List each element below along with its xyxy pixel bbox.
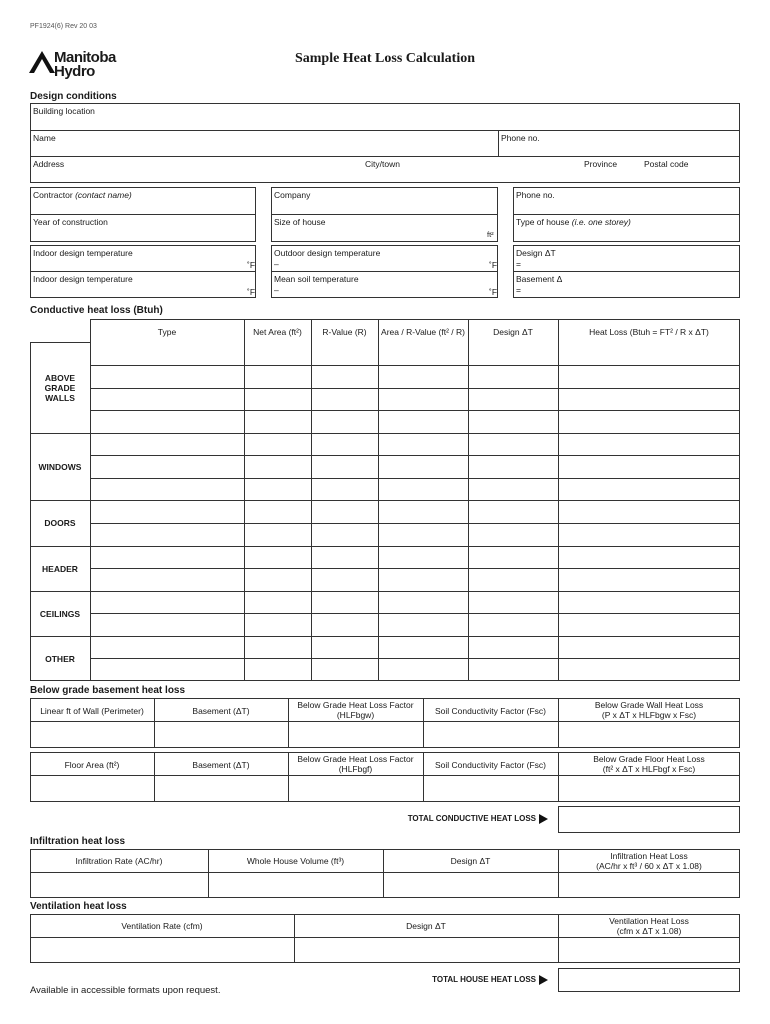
type-house-label: Type of house (i.e. one storey): [516, 217, 631, 227]
total-conductive-label: TOTAL CONDUCTIVE HEAT LOSS: [380, 814, 548, 824]
ventilation-col-heat-loss: Ventilation Heat Loss (cfm x ΔT x 1.08): [609, 916, 689, 936]
indoor2-label: Indoor design temperature: [33, 274, 133, 284]
bg-wall-col-perimeter: Linear ft of Wall (Perimeter): [40, 706, 144, 716]
below-grade-heading: Below grade basement heat loss: [30, 685, 186, 696]
name-input[interactable]: [32, 143, 492, 155]
total-house-input[interactable]: [560, 970, 738, 990]
deg-f-3: ˚F: [247, 287, 256, 297]
manitoba-hydro-logo: [29, 49, 129, 83]
col-design-dt: Design ΔT: [493, 327, 533, 337]
lightning-bolt-logo-icon: [29, 51, 55, 73]
equals-2: =: [516, 285, 521, 295]
col-net-area: Net Area (ft²): [253, 327, 302, 337]
group-windows: WINDOWS: [38, 462, 82, 472]
design-dt-label: Design ΔT: [516, 248, 556, 258]
bg-floor-col-soil: Soil Conductivity Factor (Fsc): [435, 760, 546, 770]
province-label: Province: [584, 159, 618, 169]
company-label: Company: [274, 190, 311, 200]
arrow-right-icon: [539, 975, 548, 985]
ventilation-heading: Ventilation heat loss: [30, 901, 127, 912]
infiltration-col-rate: Infiltration Rate (AC/hr): [75, 856, 163, 866]
building-location-input[interactable]: [32, 116, 732, 129]
infiltration-col-volume: Whole House Volume (ft³): [246, 856, 345, 866]
col-type: Type: [157, 327, 177, 337]
basement-delta-label: Basement Δ: [516, 274, 563, 284]
form-code: PF1924(6) Rev 20 03: [30, 23, 97, 30]
total-house-label: TOTAL HOUSE HEAT LOSS: [380, 975, 548, 985]
group-other: OTHER: [45, 654, 75, 664]
phone2-label: Phone no.: [516, 190, 555, 200]
col-r-value: R-Value (R): [322, 327, 367, 337]
col-heat-loss: Heat Loss (Btuh = FT² / R x ΔT): [589, 327, 709, 337]
col-area-r: Area / R-Value (ft² / R): [381, 327, 465, 337]
indoor1-label: Indoor design temperature: [33, 248, 133, 258]
minus-1: –: [274, 259, 279, 269]
postal-code-label: Postal code: [644, 159, 689, 169]
bg-wall-col-soil: Soil Conductivity Factor (Fsc): [435, 706, 546, 716]
year-label: Year of construction: [33, 217, 108, 227]
contractor-label: Contractor (contact name): [33, 190, 132, 200]
total-conductive-input[interactable]: [560, 808, 738, 831]
group-above-grade-walls: ABOVE GRADE WALLS: [44, 373, 76, 403]
deg-f-1: ˚F: [247, 260, 256, 270]
minus-2: –: [274, 285, 279, 295]
arrow-right-icon: [539, 814, 548, 824]
phone-input[interactable]: [500, 143, 735, 155]
logo-line-manitoba: Manitoba: [54, 49, 116, 66]
ventilation-col-design-dt: Design ΔT: [406, 921, 446, 931]
infiltration-heading: Infiltration heat loss: [30, 836, 126, 847]
bg-wall-col-factor: Below Grade Heat Loss Factor (HLFbgw): [297, 700, 414, 720]
outdoor-label: Outdoor design temperature: [274, 248, 381, 258]
bg-wall-col-heat-loss: Below Grade Wall Heat Loss (P x ΔT x HLFbgw x Fsc): [594, 700, 704, 720]
address-input[interactable]: [32, 169, 732, 181]
building-location-label: Building location: [33, 106, 95, 116]
bg-floor-col-factor: Below Grade Heat Loss Factor (HLFbgf): [297, 754, 414, 774]
bg-floor-col-basement-dt: Basement (ΔT): [192, 760, 250, 770]
ventilation-col-rate: Ventilation Rate (cfm): [121, 921, 203, 931]
page-title: Sample Heat Loss Calculation: [294, 51, 476, 66]
city-label: City/town: [365, 159, 400, 169]
deg-f-4: ˚F: [489, 287, 498, 297]
logo-line-hydro: Hydro: [54, 63, 95, 80]
design-conditions-heading: Design conditions: [30, 91, 117, 102]
conductive-heading: Conductive heat loss (Btuh): [30, 305, 163, 316]
footer-note: Available in accessible formats upon request.: [30, 985, 221, 996]
size-label: Size of house: [274, 217, 326, 227]
bg-wall-col-basement-dt: Basement (ΔT): [192, 706, 250, 716]
equals-1: =: [516, 259, 521, 269]
group-ceilings: CEILINGS: [39, 609, 81, 619]
deg-f-2: ˚F: [489, 260, 498, 270]
infiltration-col-heat-loss: Infiltration Heat Loss (AC/hr x ft³ / 60 x ΔT x 1.08): [596, 851, 702, 871]
group-header: HEADER: [42, 564, 78, 574]
address-label: Address: [33, 159, 65, 169]
soil-temp-label: Mean soil temperature: [274, 274, 359, 284]
bg-floor-col-heat-loss: Below Grade Floor Heat Loss (ft² x ΔT x HLFbgf x Fsc): [593, 754, 705, 774]
infiltration-col-design-dt: Design ΔT: [450, 856, 491, 866]
group-doors: DOORS: [44, 518, 76, 528]
bg-floor-col-area: Floor Area (ft²): [64, 760, 120, 770]
name-label: Name: [33, 133, 56, 143]
ft2-unit: ft²: [487, 230, 494, 239]
phone-label: Phone no.: [501, 133, 540, 143]
